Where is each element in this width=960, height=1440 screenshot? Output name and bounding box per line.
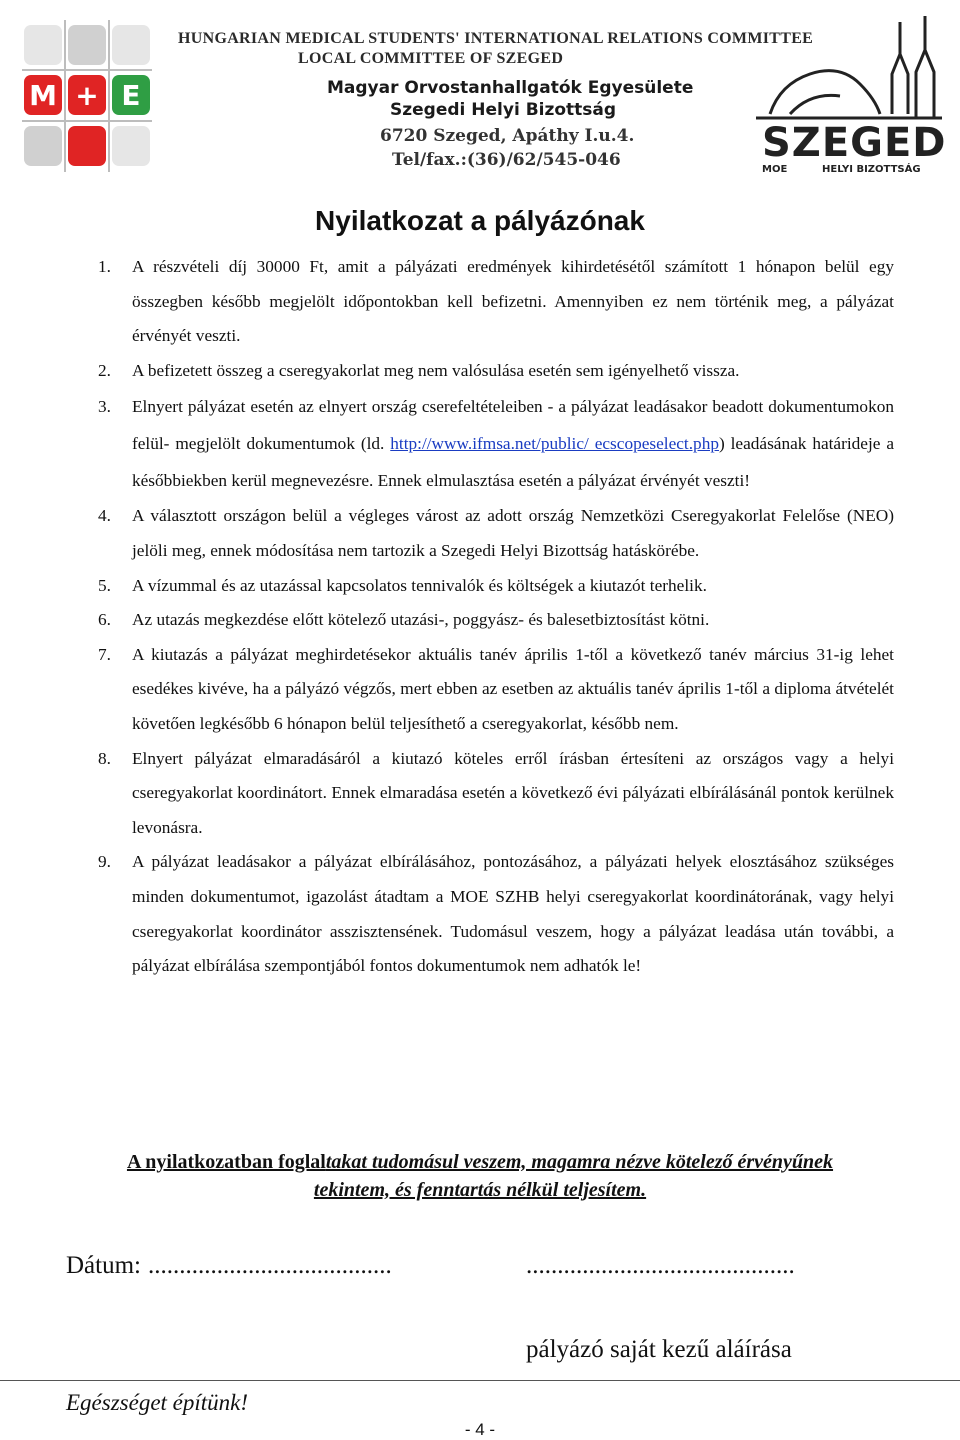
declaration-text-italic: takat tudomásul veszem, magamra nézve kötelező érvényűnek tekintem, és fenntartás nélkül teljesítem. <box>313 1151 834 1201</box>
list-item <box>98 388 894 499</box>
logo-cross-icon: + <box>68 75 106 115</box>
item-number: 5. <box>98 575 111 595</box>
item-text: A befizetett összeg a cseregyakorlat meg nem valósulása esetén sem igényelhető vissza. <box>132 360 740 380</box>
item-text: Elnyert pályázat esetén az elnyert ország cserefeltételeiben - a pályázat leadásakor beadott dokumentumokon felül- megjelölt dokumentumok (ld. <box>132 397 894 454</box>
item-text: A választott országon belül a végleges várost az adott ország Nemzetközi Cseregyakorlat Felelőse (NEO) jelöli meg, ennek módosítása nem tartozik a Szegedi Helyi Bizottság hatáskörébe. <box>132 506 894 560</box>
list-item <box>98 845 894 983</box>
szeged-wordmark: SZEGED <box>762 120 947 166</box>
item-number: 7. <box>98 644 111 664</box>
church-icon <box>750 14 945 124</box>
signature-caption: pályázó saját kezű aláírása <box>526 1336 792 1363</box>
list-item <box>98 354 894 389</box>
org-name-english: HUNGARIAN MEDICAL STUDENTS' INTERNATIONAL RELATIONS COMMITTEE <box>178 30 814 47</box>
date-label: Dátum: <box>66 1252 141 1279</box>
item-number: 6. <box>98 610 111 630</box>
logo-tile <box>68 126 106 166</box>
org-phone: Tel/fax.:(36)/62/545-046 <box>392 150 621 170</box>
item-text: A részvételi díj 30000 Ft, amit a pályázati eredmények kihirdetésétől számított 1 hónapon belül egy összegben később megjelölt időpontokban kell befizetni. Amennyiben ez nem történik meg, a pályázat érvényét veszti. <box>132 257 894 346</box>
item-number: 3. <box>98 397 111 417</box>
date-field[interactable]: ....................................... <box>148 1252 392 1279</box>
page-title: Nyilatkozat a pályázónak <box>315 205 645 236</box>
list-item <box>98 603 894 638</box>
letterhead <box>0 0 960 190</box>
szeged-sub-committee: HELYI BIZOTTSÁG <box>822 164 921 175</box>
list-item <box>98 499 894 568</box>
org-committee-english: LOCAL COMMITTEE OF SZEGED <box>298 50 564 67</box>
signature-field[interactable]: ........................................... <box>526 1252 795 1279</box>
org-name-hungarian: Magyar Orvostanhallgatók Egyesülete <box>327 78 694 98</box>
list-item <box>98 569 894 604</box>
item-text: Elnyert pályázat elmaradásáról a kiutazó köteles erről írásban értesíteni az országos vagy a helyi cseregyakorlat koordinátort. Ennek elmaradása esetén a következő évi pályázati elbírálásánál pontok kerülnek levonásra. <box>132 748 894 837</box>
logo-tile <box>68 25 106 65</box>
item-text: A vízummal és az utazással kapcsolatos tennivalók és költségek a kiutazót terhelik. <box>132 575 707 595</box>
item-number: 1. <box>98 257 111 276</box>
declaration-text: A nyilatkozatban foglal <box>126 1151 326 1173</box>
item-text: A pályázat leadásakor a pályázat elbírálásához, pontozásához, a pályázati helyek elosztásához szükséges minden dokumentumot, igazolást átadtam a MOE SZHB helyi cseregyakorlat koordinátorának, vagy helyi cseregyakorlat koordinátor asszisztensének. Tudomásul veszem, hogy a pályázat leadása után további, a pályázat elbírálása szempontjából fontos dokumentumok nem adhatók le! <box>132 852 894 976</box>
list-item <box>98 250 894 354</box>
footer-slogan: Egészséget építünk! <box>66 1390 249 1415</box>
logo-letter-e: E <box>112 75 150 115</box>
page-number: - 4 - <box>464 1420 496 1439</box>
closing-declaration <box>97 1148 863 1204</box>
logo-letter-m: M <box>24 75 62 115</box>
org-address: 6720 Szeged, Apáthy I.u.4. <box>380 126 635 146</box>
logo-tile <box>24 25 62 65</box>
declaration-list <box>98 250 894 984</box>
org-committee-hungarian: Szegedi Helyi Bizottság <box>390 100 617 120</box>
item-number: 4. <box>98 506 111 526</box>
item-text: A kiutazás a pályázat meghirdetésekor aktuális tanév április 1-től a következő tanév március 31-ig lehet esedékes kivéve, ha a pályázó végzős, mert ebben az esetben az aktuális tanév április 1-től a diploma átvételét követően legkésőbb 6 hónapon belül teljesíthető a cseregyakorlat, később nem. <box>132 644 894 733</box>
szeged-sub-moe: MOE <box>762 164 788 175</box>
item-number: 9. <box>98 852 111 872</box>
ifmsa-link[interactable]: http://www.ifmsa.net/public/ ecscopeselect.php <box>390 434 719 454</box>
item-text: Az utazás megkezdése előtt kötelező utazási-, poggyász- és balesetbiztosítást kötni. <box>132 610 710 630</box>
logo-tile <box>112 126 150 166</box>
moe-logo <box>22 20 152 172</box>
footer-divider <box>0 1380 960 1381</box>
list-item <box>98 638 894 742</box>
logo-tile <box>24 126 62 166</box>
item-text: ) leadásának határideje a későbbiekben kerül megnevezésre. Ennek elmulasztása esetén a pályázat érvényét veszti! <box>132 434 895 491</box>
logo-tile <box>112 25 150 65</box>
list-item <box>98 742 894 846</box>
item-number: 2. <box>98 360 111 380</box>
szeged-logo <box>750 14 945 179</box>
item-number: 8. <box>98 748 111 768</box>
